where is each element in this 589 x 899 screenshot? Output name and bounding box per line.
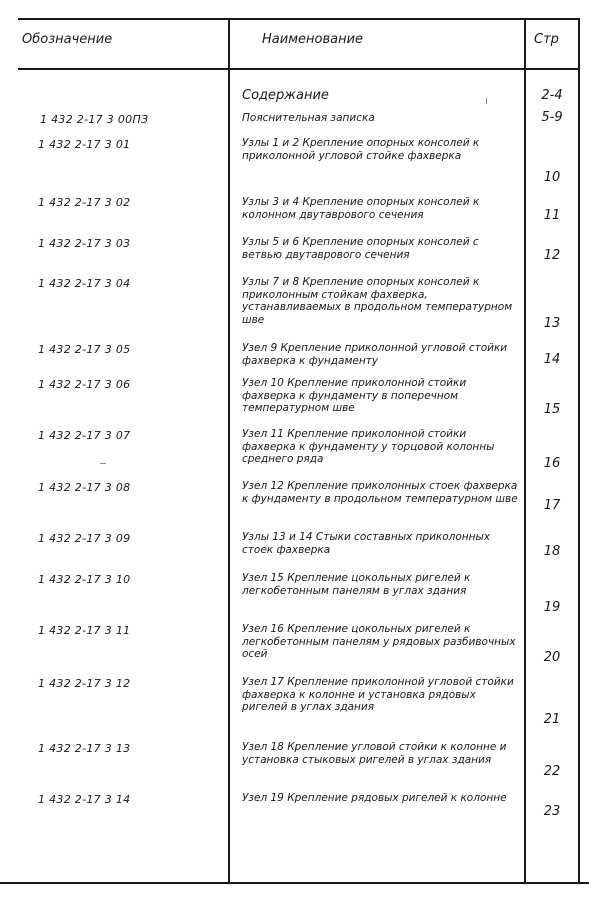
row-name: Узел 18 Крепление угловой стойки к колонне и установка стыковых ригелей в углах здания [242,741,507,766]
right-edge [578,18,580,882]
row-code: 1 432 2-17 3 02 [38,196,131,209]
col-divider-1 [228,18,230,882]
row-page: 13 [543,316,561,331]
row-code: 1 432 2-17 3 07 [38,429,131,442]
row-code: 1 432 2-17 3 12 [38,677,131,690]
scan-mark [100,463,106,464]
col-divider-2 [524,18,526,882]
row-page: 22 [543,764,561,779]
row-code: 1 432 2-17 3 11 [38,624,131,637]
header-designation: Обозначение [22,32,113,47]
row-name: Узел 16 Крепление цокольных ригелей к легкобетонным панелям у рядовых разбивочных осей [242,623,516,660]
header-rule [18,68,578,70]
row-name: Узел 17 Крепление приколонной угловой стойки фахверка к колонне и установка рядовых ригелей в углах здания [242,676,514,713]
row-code: 1 432 2-17 3 14 [38,793,131,806]
row-page: 20 [543,650,561,665]
row-code: 1 432 2-17 3 13 [38,742,131,755]
row-name: Узлы 3 и 4 Крепление опорных консолей к колонном двутаврового сечения [242,196,480,221]
contents-page: 2-4 [541,88,563,103]
row-page: 23 [543,804,561,819]
row-page: 18 [543,544,561,559]
bottom-rule [0,882,589,884]
row-code: 1 432 2-17 3 10 [38,573,131,586]
row-page: 19 [543,600,561,615]
row-name: Пояснительная записка [242,112,375,124]
row-name: Узлы 1 и 2 Крепление опорных консолей к приколонной угловой стойке фахверка [242,137,480,162]
row-code: 1 432 2-17 3 03 [38,237,131,250]
row-name: Узел 9 Крепление приколонной угловой стойки фахверка к фундаменту [242,342,508,367]
row-name: Узлы 13 и 14 Стыки составных приколонных стоек фахверка [242,531,491,556]
row-page: 11 [543,208,561,223]
row-name: Узлы 7 и 8 Крепление опорных консолей к приколонным стойкам фахверка, устанавливаемых в продольном температурном шве [242,276,513,326]
row-page: 17 [543,498,561,513]
row-page: 14 [543,352,561,367]
row-page: 21 [543,712,561,727]
row-name: Узел 10 Крепление приколонной стойки фахверка к фундаменту в поперечном температурном шве [242,377,467,414]
row-name: Узел 15 Крепление цокольных ригелей к легкобетонным панелям в углах здания [242,572,471,597]
header-name: Наименование [262,32,364,47]
row-code: 1 432 2-17 3 04 [38,277,131,290]
row-name: Узел 11 Крепление приколонной стойки фахверка к фундаменту у торцовой колонны среднего ряда [242,428,495,465]
row-code: 1 432 2-17 3 00ПЗ [40,113,149,126]
header-page: Стр [534,32,559,47]
row-page: 12 [543,248,561,263]
row-code: 1 432 2-17 3 08 [38,481,131,494]
row-name: Узел 19 Крепление рядовых ригелей к колонне [242,792,507,804]
row-page: 16 [543,456,561,471]
scan-mark [486,98,487,104]
row-code: 1 432 2-17 3 05 [38,343,131,356]
row-code: 1 432 2-17 3 01 [38,138,131,151]
row-page: 15 [543,402,561,417]
contents-title: Содержание [242,88,329,103]
row-code: 1 432 2-17 3 06 [38,378,131,391]
row-page: 5-9 [541,110,563,125]
row-page: 10 [543,170,561,185]
row-code: 1 432 2-17 3 09 [38,532,131,545]
top-rule [18,18,578,20]
row-name: Узлы 5 и 6 Крепление опорных консолей с ветвью двутаврового сечения [242,236,479,261]
row-name: Узел 12 Крепление приколонных стоек фахверка к фундаменту в продольном температурном шве [242,480,518,505]
